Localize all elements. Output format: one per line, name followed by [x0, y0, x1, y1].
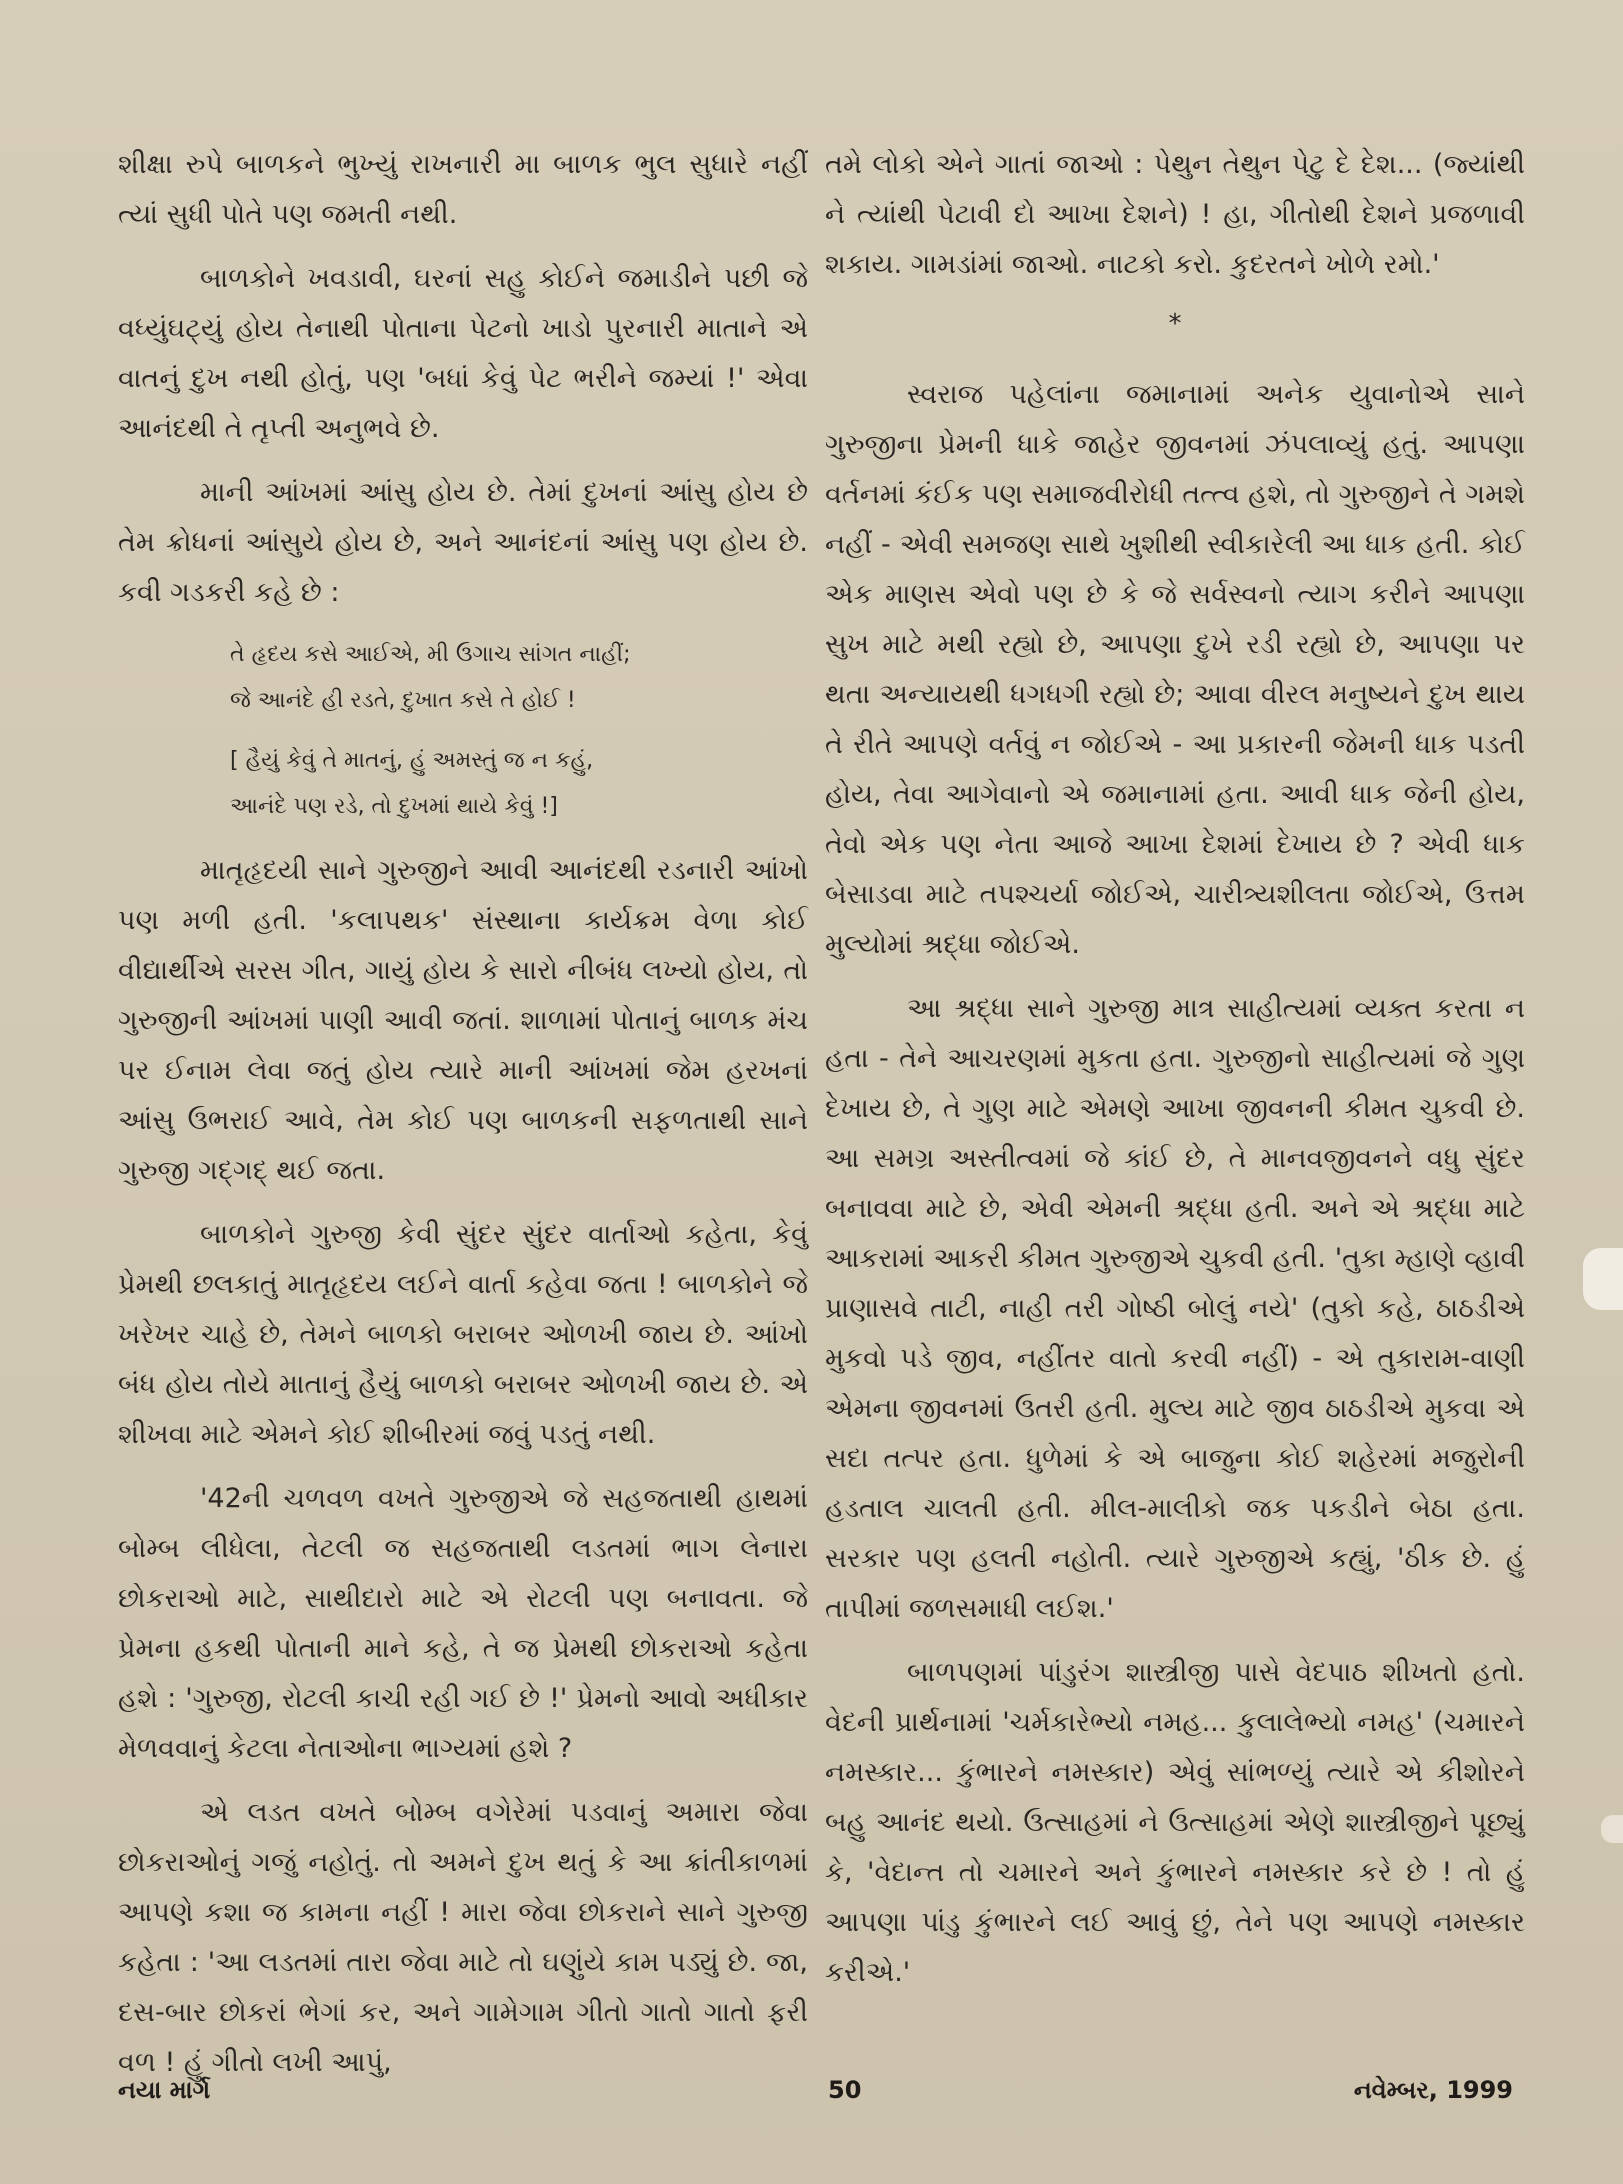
paragraph: બાળકોને ગુરુજી કેવી સુંદર સુંદર વાર્તાઓ કહેતા, કેવું પ્રેમથી છલકાતું માતૃહૃદય લઈને વાર્તા કહેવા જતા ! બાળકોને જે ખરેખર ચાહે છે, તેમને બાળકો બરાબર ઓળખી જાય છે. આંખો બંધ હોય તોયે માતાનું હૈયું બાળકો બરાબર ઓળખી જાય છે. એ શીખવા માટે એમને કોઈ શીબીરમાં જવું પડતું નથી. — [118, 1219, 808, 1450]
paragraph: શીક્ષા રુપે બાળકને ભુખ્યું રાખનારી મા બાળક ભુલ સુધારે નહીં ત્યાં સુધી પોતે પણ જમતી નથી. — [118, 149, 808, 230]
section-separator: * — [1168, 309, 1182, 339]
verse-line: [ હૈયું કેવું તે માતનું, હું અમસ્તું જ ન કહું, — [230, 748, 594, 773]
paragraph: બાળકોને ખવડાવી, ઘરનાં સહુ કોઈને જમાડીને પછી જે વધ્યુંઘટ્યું હોય તેનાથી પોતાના પેટનો ખાડો પુરનારી માતાને એ વાતનું દુખ નથી હોતું, પણ 'બધાં કેવું પેટ ભરીને જમ્યાં !' એવા આનંદથી તે તૃપ્તી અનુભવે છે. — [118, 263, 808, 444]
paragraph: આ શ્રદ્ધા સાને ગુરુજી માત્ર સાહીત્યમાં વ્યક્ત કરતા ન હતા - તેને આચરણમાં મુકતા હતા. ગુરુજીનો સાહીત્યમાં જે ગુણ દેખાય છે, તે ગુણ માટે એમણે આખા જીવનની કીમત ચુકવી છે. આ સમગ્ર અસ્તીત્વમાં જે કાંઈ છે, તે માનવજીવનને વધુ સુંદર બનાવવા માટે છે, એવી એમની શ્રદ્ધા હતી. અને એ શ્રદ્ધા માટે આકરામાં આકરી કીમત ગુરુજીએ ચુકવી હતી. 'તુકા મ્હાણે વ્હાવી પ્રાણાસવે તાટી, નાહી તરી ગોષ્ઠી બોલું નયે' (તુકો કહે, ઠાઠડીએ મુકવો પડે જીવ, નહીંતર વાતો કરવી નહીં) - એ તુકારામ-વાણી એમના જીવનમાં ઉતરી હતી. મુલ્ય માટે જીવ ઠાઠડીએ મુકવા એ સદા તત્પર હતા. ધુળેમાં કે એ બાજુના કોઈ શહેરમાં મજુરોની હડતાલ ચાલતી હતી. મીલ-માલીકો જક પકડીને બેઠા હતા. સરકાર પણ હલતી નહોતી. ત્યારે ગુરુજીએ કહ્યું, 'ઠીક છે. હું તાપીમાં જળસમાધી લઈશ.' — [825, 993, 1525, 1624]
right-column — [825, 140, 1525, 2012]
marathi-verse — [230, 632, 808, 724]
paragraph: માતૃહૃદયી સાને ગુરુજીને આવી આનંદથી રડનારી આંખો પણ મળી હતી. 'કલાપથક' સંસ્થાના કાર્યક્રમ વેળા કોઈ વીદ્યાર્થીએ સરસ ગીત, ગાયું હોય કે સારો નીબંધ લખ્યો હોય, તો ગુરુજીની આંખમાં પાણી આવી જતાં. શાળામાં પોતાનું બાળક મંચ પર ઈનામ લેવા જતું હોય ત્યારે માની આંખમાં જેમ હરખનાં આંસુ ઉભરાઈ આવે, તેમ કોઈ પણ બાળકની સફળતાથી સાને ગુરુજી ગદ્ગદ્ થઈ જતા. — [118, 855, 808, 1186]
left-column — [118, 140, 808, 2102]
paragraph: તમે લોકો એને ગાતાં જાઓ : પેથુન તેથુન પેટુ દે દેશ... (જ્યાંથી ને ત્યાંથી પેટાવી દો આખા દેશને) ! હા, ગીતોથી દેશને પ્રજળાવી શકાય. ગામડાંમાં જાઓ. નાટકો કરો. કુદરતને ખોળે રમો.' — [825, 149, 1525, 280]
verse-translation — [230, 738, 808, 830]
verse-line: આનંદે પણ રડે, તો દુખમાં થાયે કેવું !] — [230, 794, 558, 819]
publication-name: નયા માર્ગ — [118, 2076, 211, 2104]
paper-tear — [1583, 1248, 1623, 1310]
paragraph: બાળપણમાં પાંડુરંગ શાસ્ત્રીજી પાસે વેદપાઠ શીખતો હતો. વેદની પ્રાર્થનામાં 'ચર્મકારેભ્યો નમહ... કુલાલેભ્યો નમહ' (ચમારને નમસ્કાર... કુંભારને નમસ્કાર) એવું સાંભળ્યું ત્યારે એ કીશોરને બહુ આનંદ થયો. ઉત્સાહમાં ને ઉત્સાહમાં એણે શાસ્ત્રીજીને પૂછ્યું કે, 'વેદાન્ત તો ચમારને અને કુંભારને નમસ્કાર કરે છે ! તો હું આપણા પાંડુ કુંભારને લઈ આવું છું, તેને પણ આપણે નમસ્કાર કરીએ.' — [825, 1657, 1525, 1988]
paragraph: સ્વરાજ પહેલાંના જમાનામાં અનેક યુવાનોએ સાને ગુરુજીના પ્રેમની ધાકે જાહેર જીવનમાં ઝંપલાવ્યું હતું. આપણા વર્તનમાં કંઈક પણ સમાજવીરોધી તત્ત્વ હશે, તો ગુરુજીને તે ગમશે નહીં - એવી સમજણ સાથે ખુશીથી સ્વીકારેલી આ ધાક હતી. કોઈ એક માણસ એવો પણ છે કે જે સર્વસ્વનો ત્યાગ કરીને આપણા સુખ માટે મથી રહ્યો છે, આપણા દુખે રડી રહ્યો છે, આપણા પર થતા અન્યાયથી ધગધગી રહ્યો છે; આવા વીરલ મનુષ્યને દુખ થાય તે રીતે આપણે વર્તવું ન જોઈએ - આ પ્રકારની જેમની ધાક પડતી હોય, તેવા આગેવાનો એ જમાનામાં હતા. આવી ધાક જેની હોય, તેવો એક પણ નેતા આજે આખા દેશમાં દેખાય છે ? એવી ધાક બેસાડવા માટે તપશ્ચર્યા જોઈએ, ચારીત્ર્યશીલતા જોઈએ, ઉત્તમ મુલ્યોમાં શ્રદ્ધા જોઈએ. — [825, 379, 1525, 960]
page-number: 50 — [828, 2076, 862, 2104]
issue-date: નવેમ્બર, 1999 — [1353, 2076, 1513, 2104]
verse-line: જે આનંદે હી રડતે, દુખાત કસે તે હોઈ ! — [230, 688, 576, 713]
paragraph: '42ની ચળવળ વખતે ગુરુજીએ જે સહજતાથી હાથમાં બોમ્બ લીધેલા, તેટલી જ સહજતાથી લડતમાં ભાગ લેનારા છોકરાઓ માટે, સાથીદારો માટે એ રોટલી પણ બનાવતા. જે પ્રેમના હકથી પોતાની માને કહે, તે જ પ્રેમથી છોકરાઓ કહેતા હશે : 'ગુરુજી, રોટલી કાચી રહી ગઈ છે !' પ્રેમનો આવો અધીકાર મેળવવાનું કેટલા નેતાઓના ભાગ્યમાં હશે ? — [118, 1483, 808, 1764]
verse-line: તે હૃદય કસે આઈએ, મી ઉગાચ સાંગત નાહીં; — [230, 642, 631, 667]
paper-tear — [1601, 1815, 1623, 1843]
paragraph: માની આંખમાં આંસુ હોય છે. તેમાં દુખનાં આંસુ હોય છે તેમ ક્રોધનાં આંસુયે હોય છે, અને આનંદનાં આંસુ પણ હોય છે. કવી ગડકરી કહે છે : — [118, 477, 808, 608]
paragraph: એ લડત વખતે બોમ્બ વગેરેમાં પડવાનું અમારા જેવા છોકરાઓનું ગજું નહોતું. તો અમને દુખ થતું કે આ ક્રાંતીકાળમાં આપણે કશા જ કામના નહીં ! મારા જેવા છોકરાને સાને ગુરુજી કહેતા : 'આ લડતમાં તારા જેવા માટે તો ઘણુંયે કામ પડ્યું છે. જા, દસ-બાર છોકરાં ભેગાં કર, અને ગામેગામ ગીતો ગાતો ગાતો ફરી વળ ! હું ગીતો લખી આપું, — [118, 1797, 808, 2078]
